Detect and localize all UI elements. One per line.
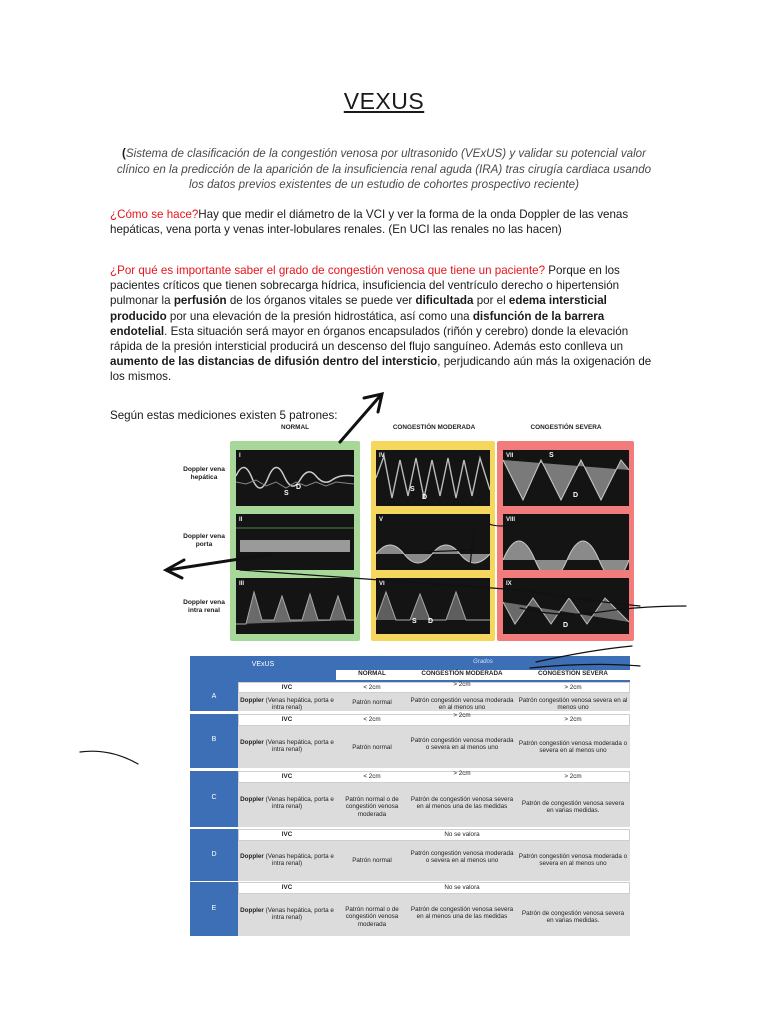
page-title: VEXUS	[343, 88, 425, 114]
row-label-renal: Doppler vena intra renal	[183, 599, 225, 614]
bold-fragment: aumento de las distancias de difusión dentro del intersticio	[110, 355, 438, 369]
ivc-label: IVC	[281, 716, 293, 723]
pattern-severe: Patrón de congestión venosa severa en varias medidas.	[521, 910, 625, 925]
col-header-moderate: CONGESTIÓN MODERADA	[392, 424, 476, 431]
pattern-moderate: Patrón congestión venosa moderada en al menos uno	[410, 697, 514, 712]
col-header-severe: CONGESTIÓN SEVERA	[530, 424, 602, 431]
grade-letter-b: B	[211, 736, 217, 743]
pattern-severe: Patrón congestión venosa moderada o severa en al menos uno	[518, 853, 628, 868]
doppler-label-bold: Doppler	[240, 796, 264, 803]
pattern-moderate: Patrón de congestión venosa severa en al menos una de las medidas	[410, 906, 514, 921]
doppler-label-bold: Doppler	[240, 697, 264, 704]
text-fragment: por el	[473, 294, 509, 308]
paragraph-patterns: Según estas mediciones existen 5 patrones:	[110, 409, 338, 422]
arrow-up-right-icon	[340, 394, 382, 442]
bold-fragment: disfunción de la barrera endotelial	[110, 309, 605, 338]
doppler-label-rest: (Venas hepática, porta e intra renal)	[263, 796, 334, 811]
ivc-normal: < 2cm	[363, 773, 381, 780]
ivc-label: IVC	[281, 884, 293, 891]
wave-letter-s: S	[549, 452, 554, 459]
doppler-label-bold: Doppler	[240, 739, 264, 746]
numeral-label: I	[239, 453, 241, 459]
col-header-normal: NORMAL	[280, 424, 310, 431]
ivc-label: IVC	[281, 684, 293, 691]
numeral-label: VI	[379, 581, 385, 587]
bold-fragment: perfusión	[173, 294, 227, 308]
text-fragment: , perjudicando aún más la oxigenación de los mismos.	[110, 355, 652, 384]
doppler-label-rest: (Venas hepática, porta e intra renal)	[263, 697, 334, 712]
ivc-normal: < 2cm	[363, 716, 381, 723]
wave-letter-s: S	[412, 618, 417, 625]
pattern-severe: Patrón de congestión venosa severa en varias medidas.	[521, 800, 625, 815]
pattern-normal: Patrón normal o de congestión venosa moderada	[345, 906, 399, 928]
pattern-severe: Patrón congestión venosa severa en al menos uno	[518, 697, 628, 712]
col-header-moderate: CONGESTIÓN MODERADA	[408, 670, 516, 680]
row-label-hepatic: Doppler vena hepática	[183, 466, 225, 481]
text-fragment: Porque en los pacientes críticos que tienen sobrecarga hídrica, insuficiencia del ventrículo derecho o hipertensión pulmonar la	[110, 264, 620, 308]
numeral-label: VIII	[506, 517, 516, 523]
doppler-label-rest: (Venas hepática, porta e intra renal)	[263, 907, 334, 922]
ivc-moderate: > 2cm	[453, 770, 471, 777]
vexus-header-label: VExUS	[251, 661, 275, 668]
pattern-normal: Patrón normal	[352, 857, 392, 864]
grade-letter-d: D	[211, 851, 217, 858]
bold-fragment: edema intersticial producido	[110, 294, 607, 323]
ivc-moderate: > 2cm	[453, 712, 471, 719]
pattern-normal: Patrón normal o de congestión venosa moderada	[345, 796, 399, 818]
ivc-not-assessed: No se valora	[444, 884, 480, 891]
handdrawn-lines	[80, 522, 686, 764]
grade-letter-a: A	[211, 693, 217, 700]
doppler-label-bold: Doppler	[240, 853, 264, 860]
ivc-severe: > 2cm	[564, 716, 582, 723]
paragraph-how-text: Hay que medir el diámetro de la VCI y ver la forma de la onda Doppler de las venas hepáticas, vena porta y venas inter-lobulares renales. (En UCI las renales no las hacen)	[110, 208, 629, 237]
bold-fragment: dificultada	[415, 294, 474, 308]
doppler-label-bold: Doppler	[240, 907, 264, 914]
text-fragment: de los órganos vitales se puede ver	[226, 294, 416, 308]
ivc-moderate: > 2cm	[453, 681, 471, 688]
ivc-label: IVC	[281, 831, 293, 838]
numeral-label: IX	[506, 581, 512, 587]
ivc-label: IVC	[281, 773, 293, 780]
doppler-label-rest: (Venas hepática, porta e intra renal)	[263, 853, 334, 868]
wave-letter-d: D	[563, 622, 569, 629]
ivc-severe: > 2cm	[564, 773, 582, 780]
pattern-moderate: Patrón de congestión venosa severa en al menos una de las medidas	[410, 796, 514, 811]
text-fragment: por una elevación de la presión hidrostática, así como una	[166, 309, 473, 323]
doppler-label-rest: (Venas hepática, porta e intra renal)	[263, 739, 334, 754]
question-how: ¿Cómo se hace?	[110, 208, 199, 221]
col-header-normal: NORMAL	[336, 670, 408, 680]
grados-label: Grados	[473, 659, 493, 665]
subtitle-open-paren: (	[122, 147, 126, 160]
wave-letter-d: D	[296, 484, 302, 491]
wave-letter-s: S	[410, 486, 415, 493]
wave-letter-d: D	[422, 494, 428, 501]
wave-letter-d: D	[573, 492, 579, 499]
text-fragment: . Esta situación será mayor en órganos encapsulados (riñón y cerebro) donde la elevación rápida de la presión intersticial producirá un descenso del flujo sanguíneo. Además esto conlleva un	[110, 324, 629, 354]
ivc-severe: > 2cm	[564, 684, 582, 691]
row-label-portal: Doppler vena porta	[183, 533, 225, 548]
col-header-severe: CONGESTIÓN SEVERA	[516, 670, 630, 680]
pattern-normal: Patrón normal	[352, 744, 392, 751]
numeral-label: II	[239, 517, 243, 523]
wave-letter-s: S	[284, 490, 289, 497]
pattern-normal: Patrón normal	[352, 699, 392, 706]
ivc-not-assessed: No se valora	[444, 831, 480, 838]
pattern-moderate: Patrón congestión venosa moderada o severa en al menos uno	[410, 737, 514, 752]
question-why: ¿Por qué es importante saber el grado de congestión venosa que tiene un paciente?	[110, 264, 546, 277]
pattern-moderate: Patrón congestión venosa moderada o severa en al menos uno	[410, 850, 514, 865]
wave-letter-d: D	[428, 618, 434, 625]
grade-letter-e: E	[211, 905, 217, 912]
numeral-label: III	[239, 581, 245, 587]
grade-letter-c: C	[211, 794, 217, 801]
subtitle-text: Sistema de clasificación de la congestión venosa por ultrasonido (VExUS) y validar su potencial valor clínico en la predicción de la aparición de la insuficiencia renal aguda (IRA) tras cirugía cardiaca usando los datos previos existentes de un estudio de cohortes prospectivo reciente)	[116, 147, 652, 191]
numeral-label: VII	[506, 453, 514, 459]
ivc-normal: < 2cm	[363, 684, 381, 691]
numeral-label: V	[379, 517, 384, 523]
numeral-label: IV	[379, 453, 385, 459]
arrow-left-icon	[166, 554, 272, 578]
pattern-severe: Patrón congestión venosa moderada o severa en al menos uno	[518, 740, 628, 755]
